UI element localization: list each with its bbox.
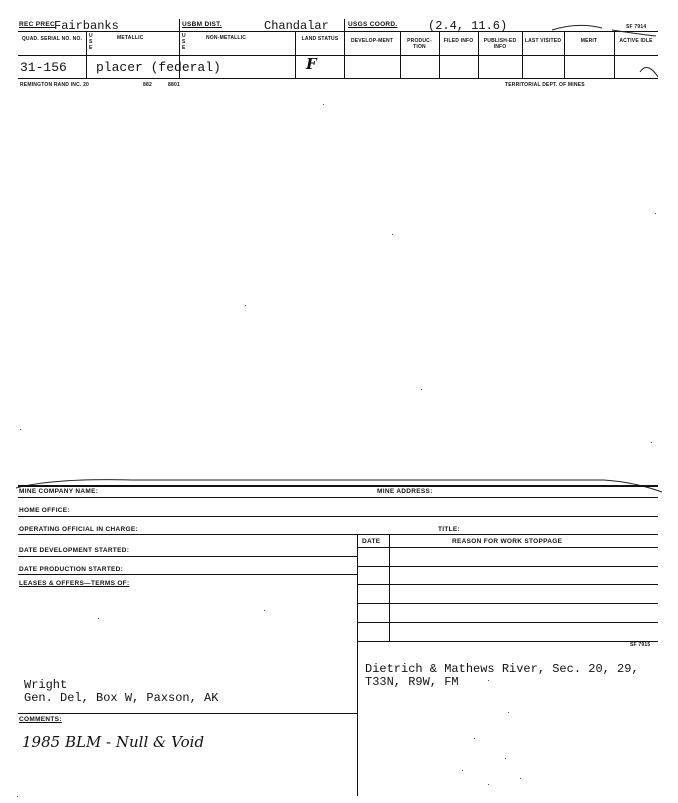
location-line-1: Dietrich & Mathews River, Sec. 20, 29, [365,662,639,676]
use-marker-nonmetallic: U S E [182,33,186,51]
production-header: PRODUC-TION [407,38,432,50]
development-header: DEVELOP-MENT [350,38,394,44]
published-info-header: PUBLISH-ED INFO [483,38,517,50]
land-status-header: LAND STATUS [301,36,339,42]
home-office-label: HOME OFFICE: [19,507,70,514]
usbm-dist-value: Chandalar [264,19,329,33]
date-column-label: DATE [362,538,381,545]
date-production-label: DATE PRODUCTION STARTED: [19,566,124,573]
date-development-label: DATE DEVELOPMENT STARTED: [19,547,130,554]
metallic-header: METALLIC [117,35,144,41]
handwritten-comment: 1985 BLM - Null & Void [22,733,205,751]
filed-info-header: FILED INFO [443,38,474,44]
operating-official-label: OPERATING OFFICIAL IN CHARGE: [19,526,138,533]
rec-prec-label: REC PREC [19,21,55,28]
printer-credit: REMINGTON RAND INC. 20 [20,82,90,88]
metallic-value: placer (federal) [96,60,221,75]
mine-address-label: MINE ADDRESS: [377,488,433,495]
pencil-curve-mark [548,20,658,90]
land-status-mark: F [306,55,317,73]
quad-serial-value: 31-156 [20,60,67,75]
comments-label: COMMENTS: [19,716,62,723]
form-number-top: SF 7914 [626,24,647,30]
owner-name: Wright [24,678,68,692]
location-line-2: T33N, R9W, FM [365,675,459,689]
mine-company-name-label: MINE COMPANY NAME: [19,488,99,495]
last-visited-header: LAST VISITED [524,38,562,44]
usgs-coord-label: USGS COORD. [348,21,398,28]
usgs-coord-value: (2.4, 11.6) [428,19,508,33]
active-idle-header: ACTIVE IDLE [619,38,653,44]
merit-header: MERIT [580,38,598,44]
printer-code-1: 882 [143,82,152,88]
leases-offers-label: LEASES & OFFERS—TERMS OF: [19,580,130,587]
owner-address: Gen. Del, Box W, Paxson, AK [24,691,219,705]
reason-column-label: REASON FOR WORK STOPPAGE [452,538,563,545]
usbm-dist-label: USBM DIST. [182,21,222,28]
form-number-bottom: SF 7915 [630,642,651,648]
non-metallic-header: NON-METALLIC [206,35,247,41]
printer-code-2: 8801 [168,82,180,88]
use-marker-metallic: U S E [89,33,93,51]
rec-prec-value: Fairbanks [54,19,119,33]
title-label: TITLE: [438,526,461,533]
department-name: TERRITORIAL DEPT. OF MINES [505,82,585,88]
quad-serial-header: QUAD. SERIAL NO. NO. [21,36,83,42]
